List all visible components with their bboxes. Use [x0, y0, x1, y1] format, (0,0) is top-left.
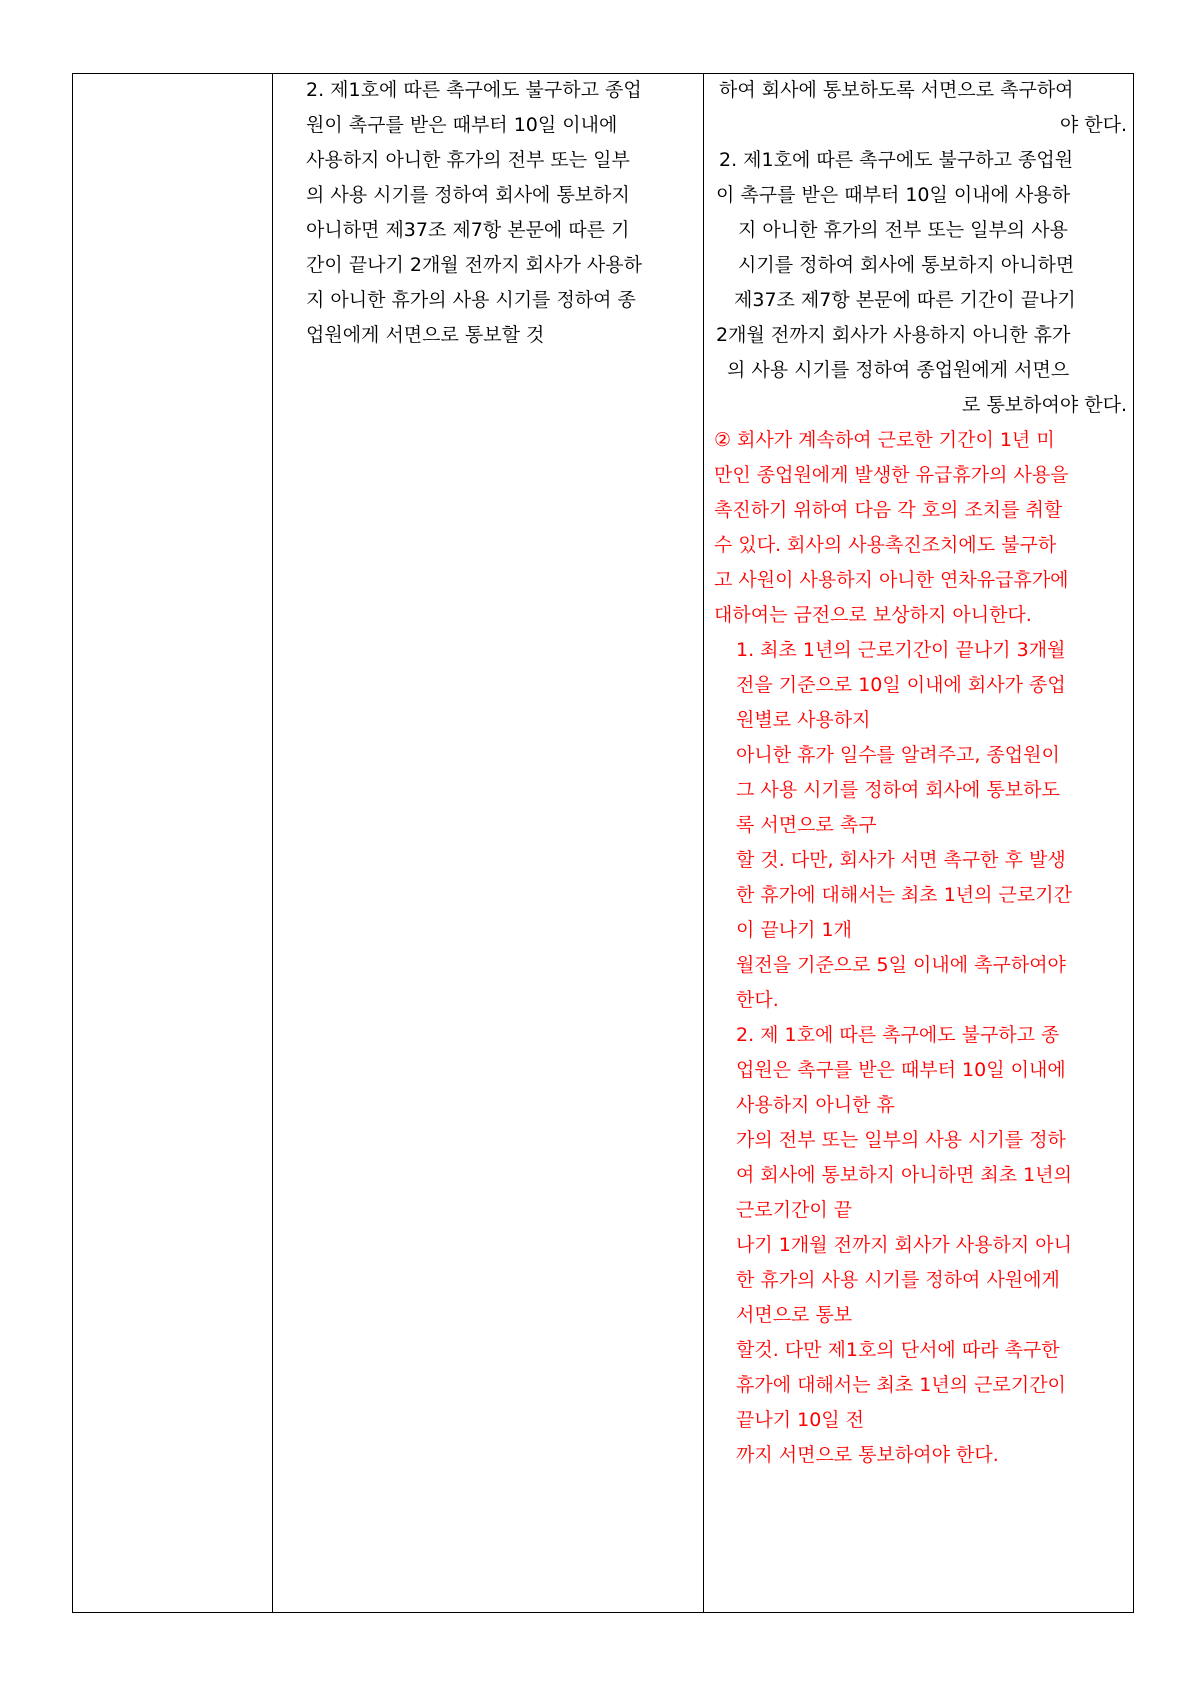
col3-revision-line: 대하여는 금전으로 보상하지 아니한다. [714, 604, 1032, 626]
col3-revision-line: 록 서면으로 촉구 [736, 814, 877, 836]
col3-revision-line: 전을 기준으로 10일 이내에 회사가 종업 [736, 674, 1066, 696]
col3-revision-line: 이 끝나기 1개 [736, 919, 852, 941]
table-column-1 [73, 74, 272, 1612]
table-column-2 [273, 74, 703, 1612]
col3-line: 의 사용 시기를 정하여 종업원에게 서면으 [727, 359, 1070, 381]
col3-revision-line: 원별로 사용하지 [736, 709, 871, 731]
col3-revision-line: 촉진하기 위하여 다음 각 호의 조치를 취할 [714, 499, 1063, 521]
col3-revision-line: 휴가에 대해서는 최초 1년의 근로기간이 [736, 1374, 1066, 1396]
col3-revision-line: 서면으로 통보 [736, 1304, 853, 1326]
col3-revision-line: 한다. [736, 989, 779, 1011]
col3-revision-line: 사용하지 아니한 휴 [736, 1094, 895, 1116]
col3-line: 2개월 전까지 회사가 사용하지 아니한 휴가 [716, 324, 1071, 346]
col3-revision-line: 끝나기 10일 전 [736, 1409, 865, 1431]
col3-revision-line: 아니한 휴가 일수를 알려주고, 종업원이 [736, 744, 1060, 766]
col3-revision-line: 여 회사에 통보하지 아니하면 최초 1년의 [736, 1164, 1072, 1186]
col3-line: 이 촉구를 받은 때부터 10일 이내에 사용하 [716, 184, 1071, 206]
comparison-table [72, 73, 1134, 1613]
col3-revision-line: 까지 서면으로 통보하여야 한다. [736, 1444, 999, 1466]
col3-line: 로 통보하여야 한다. [962, 394, 1127, 416]
col3-line: 제37조 제7항 본문에 따른 기간이 끝나기 [734, 289, 1076, 311]
col3-revision-line: 할 것. 다만, 회사가 서면 촉구한 후 발생 [736, 849, 1066, 871]
col3-revision-line: 가의 전부 또는 일부의 사용 시기를 정하 [736, 1129, 1066, 1151]
col3-revision-line: 만인 종업원에게 발생한 유급휴가의 사용을 [714, 464, 1069, 486]
col3-revision-line: 한 휴가에 대해서는 최초 1년의 근로기간 [736, 884, 1072, 906]
col3-revision-line: 그 사용 시기를 정하여 회사에 통보하도 [736, 779, 1060, 801]
col2-line: 의 사용 시기를 정하여 회사에 통보하지 [306, 184, 630, 206]
col3-revision-line: 고 사원이 사용하지 아니한 연차유급휴가에 [714, 569, 1069, 591]
col3-line: 시기를 정하여 회사에 통보하지 아니하면 [738, 254, 1075, 276]
col3-revision-line: ② 회사가 계속하여 근로한 기간이 1년 미 [714, 429, 1055, 451]
col3-revision-line: 업원은 촉구를 받은 때부터 10일 이내에 [736, 1059, 1066, 1081]
col2-line: 원이 촉구를 받은 때부터 10일 이내에 [306, 114, 618, 136]
col3-line: 하여 회사에 통보하도록 서면으로 촉구하여 [719, 79, 1074, 101]
col3-revision-line: 나기 1개월 전까지 회사가 사용하지 아니 [736, 1234, 1072, 1256]
col2-line: 아니하면 제37조 제7항 본문에 따른 기 [306, 219, 630, 241]
col2-line: 업원에게 서면으로 통보할 것 [306, 324, 545, 346]
col3-revision-line: 할것. 다만 제1호의 단서에 따라 촉구한 [736, 1339, 1060, 1361]
col3-revision-line: 2. 제 1호에 따른 촉구에도 불구하고 종 [736, 1024, 1060, 1046]
col2-line: 사용하지 아니한 휴가의 전부 또는 일부 [306, 149, 630, 171]
col3-revision-line: 월전을 기준으로 5일 이내에 촉구하여야 [736, 954, 1066, 976]
col3-revision-line: 1. 최초 1년의 근로기간이 끝나기 3개월 [736, 639, 1066, 661]
col3-revision-line: 한 휴가의 사용 시기를 정하여 사원에게 [736, 1269, 1060, 1291]
col3-line: 2. 제1호에 따른 촉구에도 불구하고 종업원 [719, 149, 1074, 171]
col2-line: 지 아니한 휴가의 사용 시기를 정하여 종 [306, 289, 636, 311]
table-column-3 [704, 74, 1133, 1612]
col2-line: 간이 끝나기 2개월 전까지 회사가 사용하 [306, 254, 642, 276]
col3-line: 야 한다. [1059, 114, 1127, 136]
col3-line: 지 아니한 휴가의 전부 또는 일부의 사용 [738, 219, 1068, 241]
col3-revision-line: 수 있다. 회사의 사용촉진조치에도 불구하 [714, 534, 1057, 556]
col2-line: 2. 제1호에 따른 촉구에도 불구하고 종업 [306, 79, 642, 101]
col3-revision-line: 근로기간이 끝 [736, 1199, 853, 1221]
